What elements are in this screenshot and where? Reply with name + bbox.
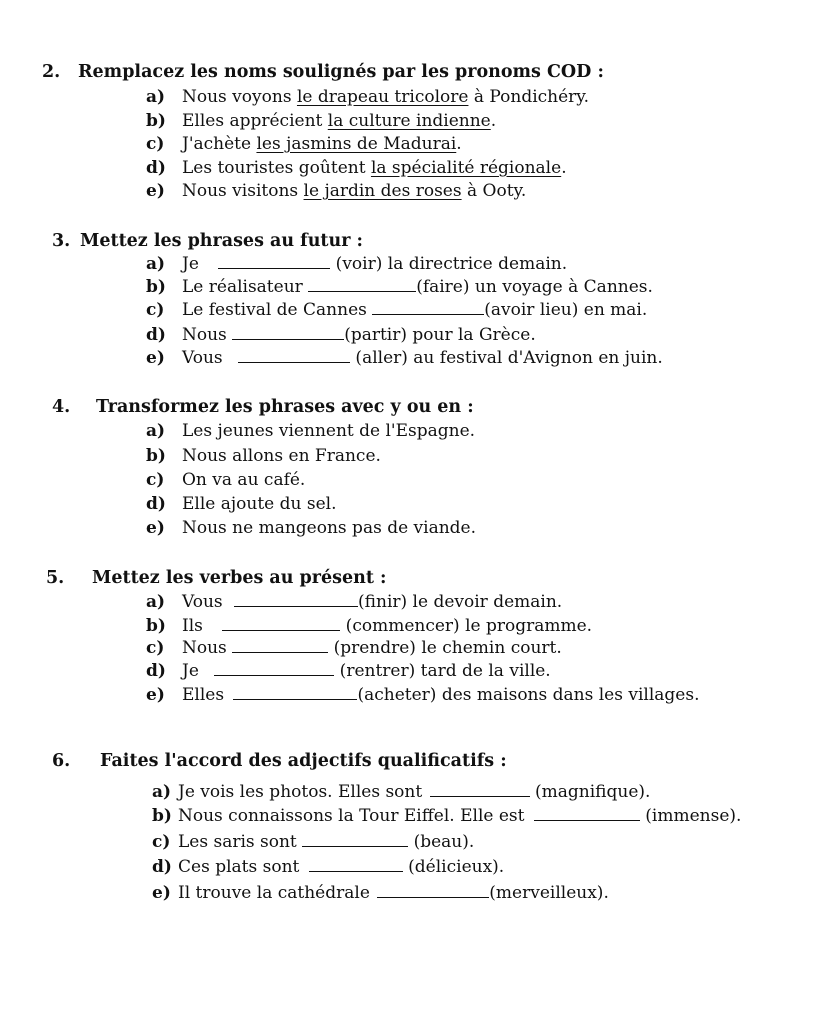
exercise-item: d) Les touristes goûtent la spécialité régionale. bbox=[146, 158, 567, 178]
answer-blank[interactable] bbox=[234, 592, 358, 607]
exercise-item: b) Ils (commencer) le programme. bbox=[146, 616, 593, 636]
exercise-title: 5. Mettez les verbes au présent : bbox=[46, 568, 387, 588]
answer-blank[interactable] bbox=[309, 857, 403, 872]
exercise-item: d) Ces plats sont (délicieux). bbox=[152, 857, 505, 877]
exercise-item: a) Les jeunes viennent de l'Espagne. bbox=[146, 421, 476, 441]
exercise-item: c) J'achète les jasmins de Madurai. bbox=[146, 134, 462, 154]
exercise-item: a) Je (voir) la directrice demain. bbox=[146, 254, 568, 274]
answer-blank[interactable] bbox=[214, 661, 334, 676]
exercise-item: c) Les saris sont (beau). bbox=[152, 832, 475, 852]
exercise-item: c) On va au café. bbox=[146, 470, 306, 490]
exercise-item: e) Elles (acheter) des maisons dans les villages. bbox=[146, 685, 700, 705]
answer-blank[interactable] bbox=[377, 883, 489, 898]
exercise-item: e) Il trouve la cathédrale (merveilleux). bbox=[152, 883, 609, 903]
answer-blank[interactable] bbox=[238, 348, 350, 363]
exercise-item: b) Le réalisateur (faire) un voyage à Cannes. bbox=[146, 277, 653, 297]
answer-blank[interactable] bbox=[232, 638, 328, 653]
answer-blank[interactable] bbox=[218, 254, 330, 269]
exercise-item: e) Vous (aller) au festival d'Avignon en juin. bbox=[146, 348, 663, 368]
exercise-title: 2. Remplacez les noms soulignés par les pronoms COD : bbox=[42, 62, 604, 82]
exercise-item: d) Elle ajoute du sel. bbox=[146, 494, 337, 514]
exercise-item: d) Nous (partir) pour la Grèce. bbox=[146, 325, 536, 345]
exercise-item: b) Nous allons en France. bbox=[146, 446, 381, 466]
exercise-item: b) Elles apprécient la culture indienne. bbox=[146, 111, 497, 131]
exercise-item: c) Le festival de Cannes (avoir lieu) en mai. bbox=[146, 300, 648, 320]
answer-blank[interactable] bbox=[302, 832, 408, 847]
answer-blank[interactable] bbox=[308, 277, 416, 292]
exercise-item: e) Nous visitons le jardin des roses à Ooty. bbox=[146, 181, 527, 201]
exercise-item: a) Je vois les photos. Elles sont (magnifique). bbox=[152, 782, 651, 802]
exercise-item: e) Nous ne mangeons pas de viande. bbox=[146, 518, 477, 538]
answer-blank[interactable] bbox=[372, 300, 484, 315]
exercise-item: c) Nous (prendre) le chemin court. bbox=[146, 638, 562, 658]
exercise-title: 4. Transformez les phrases avec y ou en : bbox=[52, 397, 474, 417]
answer-blank[interactable] bbox=[534, 806, 640, 821]
answer-blank[interactable] bbox=[233, 685, 357, 700]
exercise-item: a) Vous (finir) le devoir demain. bbox=[146, 592, 563, 612]
exercise-title: 6. Faites l'accord des adjectifs qualificatifs : bbox=[52, 751, 507, 771]
exercise-item: d) Je (rentrer) tard de la ville. bbox=[146, 661, 551, 681]
answer-blank[interactable] bbox=[222, 616, 340, 631]
answer-blank[interactable] bbox=[232, 325, 344, 340]
exercise-item: a) Nous voyons le drapeau tricolore à Pondichéry. bbox=[146, 87, 590, 107]
exercise-item: b) Nous connaissons la Tour Eiffel. Elle est (immense). bbox=[152, 806, 742, 826]
exercise-title: 3. Mettez les phrases au futur : bbox=[52, 231, 363, 251]
answer-blank[interactable] bbox=[430, 782, 530, 797]
